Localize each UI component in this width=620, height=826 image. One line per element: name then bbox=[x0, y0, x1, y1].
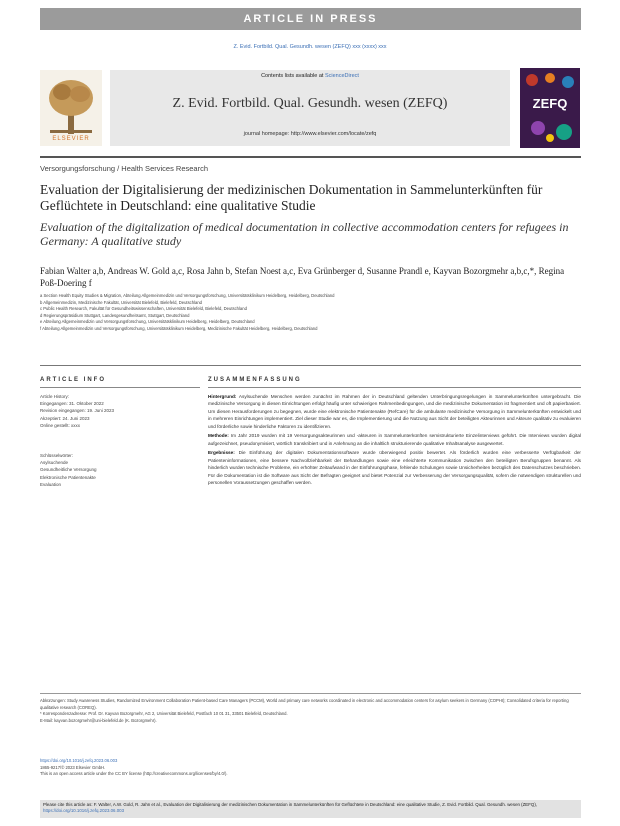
abstract-text bbox=[208, 393, 581, 486]
abstract-body: Im Jahr 2019 wurden mit 19 Versorgungsakteurinnen und -akteuren in Sammelunterkünften semistrukturierte Einzelinterviews geführt. Die Interviews wurden digital aufgezeichnet, pseudonymisiert, wörtlich transkribiert und in Anlehnung an die inhaltlich strukturierende qualitative Inhaltsanalyse ausgewertet. bbox=[208, 433, 581, 446]
affiliation: a Section Health Equity Studies & Migration, Abteilung Allgemeinmedizin und Versorgungsforschung, Universitätsklinikum Heidelberg, Heidelberg, Deutschland bbox=[40, 293, 335, 298]
history-line: Online gestellt: xxxx bbox=[40, 422, 81, 428]
keywords bbox=[40, 452, 200, 488]
article-title-english: Evaluation of the digitalization of medical documentation in collective accommodation centers for refugees in Germany: A qualitative study bbox=[40, 220, 569, 248]
section-rule bbox=[40, 365, 581, 366]
keyword: Gesundheitliche Versorgung bbox=[40, 467, 97, 473]
footnote: E-Mail: kayvan.bozorgmehr@uni-bielefeld.de (K. Bozorgmehr). bbox=[40, 717, 157, 723]
keyword: Schlüsselwörter: bbox=[40, 453, 74, 458]
affiliation: d Regierungspräsidium Stuttgart, Landesgesundheitsamt, Stuttgart, Deutschland bbox=[40, 312, 190, 318]
journal-name: Z. Evid. Fortbild. Qual. Gesundh. wesen (ZEFQ) bbox=[172, 96, 448, 111]
abstract-body: Die Einführung der digitalen Dokumentationssoftware wurde überwiegend positiv bewertet. Als förderlich wurden eine verbesserte Verfügbarkeit der Patienteninformationen, eine bessere Nachvollziehbarkeit der Behandlungen sowie eine erleichterte Kommunikation zwischen den beteiligten Berufsgruppen benannt. Als hinderlich wurden technische Probleme, ein erhöhter Zeitaufwand in der Einführungsphase, fehlende Schulungen sowie Unsicherheiten bezüglich des Datenschutzes beschrieben. Für die Dokumentation ist die Software aus Sicht der Befragten geeignet und bietet Potenzial zur Verbesserung der Versorgungsqualität, sofern die notwendigen strukturellen und personellen Voraussetzungen geschaffen werden. bbox=[208, 450, 581, 485]
article-history bbox=[40, 393, 200, 429]
article-in-press-banner: ARTICLE IN PRESS bbox=[40, 8, 581, 30]
affiliation: b Allgemeinmedizin, Medizinische Fakultät, Universität Bielefeld, Bielefeld, Deutschland bbox=[40, 299, 202, 305]
header-rule bbox=[40, 156, 581, 158]
contents-line bbox=[110, 73, 510, 79]
journal-cover-image bbox=[520, 68, 580, 148]
affiliation: f Abteilung Allgemeinmedizin und Versorgungsforschung, Universitätsklinikum Heidelberg, Medizinische Fakultät Heidelberg, Heidelberg, Deutschland bbox=[40, 325, 318, 331]
elsevier-tree-logo bbox=[40, 70, 102, 146]
keyword: Elektronische Patientenakte bbox=[40, 474, 96, 480]
history-line: Revision eingegangen: 19. Juni 2023 bbox=[40, 408, 115, 414]
contents-prefix: Contents lists available at bbox=[261, 73, 324, 79]
citation-doi-link[interactable]: https://doi.org/10.1016/j.zefq.2023.06.003 bbox=[43, 808, 125, 814]
doi-link[interactable]: https://doi.org/10.1016/j.zefq.2023.06.003 bbox=[40, 758, 118, 763]
history-line: Akzeptiert: 24. Juni 2023 bbox=[40, 415, 90, 421]
journal-homepage[interactable]: journal homepage: http://www.elsevier.com/locate/zefq bbox=[243, 131, 377, 137]
history-line: Eingegangen: 31. Oktober 2022 bbox=[40, 401, 104, 407]
history-line: Article History: bbox=[40, 394, 70, 399]
keyword: Evaluation bbox=[40, 481, 62, 487]
author-list: Fabian Walter a,b, Andreas W. Gold a,c, Rosa Jahn b, Stefan Noest a,c, Eva Grünberger d, Susanne Prandl e, Kayvan Bozorgmehr a,b,c,*, Regina Poß-Doering f bbox=[40, 266, 565, 288]
citation-text: Please cite this article as: F. Walter, A.W. Gold, R. Jahn et al., Evaluation der Digitalisierung der medizinischen Dokumentation in Sammelunterkünften für Geflüchtete in Deutschland: eine qualitative Studie, Z. Evid. Fortbild. Qual. Gesundh. wesen (ZEFQ), bbox=[43, 802, 538, 807]
cover-title: ZEFQ bbox=[532, 96, 568, 111]
abstract-paragraph bbox=[208, 449, 581, 486]
abstract-paragraph bbox=[208, 393, 581, 430]
abstract-label: Hintergrund: bbox=[208, 394, 237, 399]
citation-box bbox=[40, 800, 581, 818]
affiliations bbox=[40, 293, 581, 333]
keyword: Asylsuchende bbox=[40, 460, 69, 466]
publisher-name: ELSEVIER bbox=[52, 136, 90, 142]
doi-block bbox=[40, 758, 581, 778]
article-section: Versorgungsforschung / Health Services Research bbox=[40, 164, 209, 173]
footnote: * Korrespondenzadresse: Prof. Dr. Kayvan Bozorgmehr, AG 2, Universität Bielefeld, Postfach 10 01 31, 33501 Bielefeld, Deutschland. bbox=[40, 711, 288, 716]
journal-reference-link[interactable]: Z. Evid. Fortbild. Qual. Gesundh. wesen (ZEFQ) xxx (xxxx) xxx bbox=[233, 44, 387, 50]
article-title-german: Evaluation der Digitalisierung der medizinischen Dokumentation in Sammelunterkünften für Geflüchtete in Deutschland: eine qualitative Studie bbox=[40, 182, 543, 213]
copyright-line: 1865-9217/© 2023 Elsevier GmbH. bbox=[40, 764, 106, 770]
abstract-heading: ZUSAMMENFASSUNG bbox=[208, 377, 302, 383]
sciencedirect-link[interactable]: ScienceDirect bbox=[324, 73, 359, 79]
affiliation: c Public Health Research, Fakultät für Gesundheitswissenschaften, Universität Bielefeld, Bielefeld, Deutschland bbox=[40, 306, 247, 312]
license-line: This is an open access article under the CC BY license (http://creativecommons.org/licenses/by/4.0/). bbox=[40, 771, 228, 776]
footnote-rule bbox=[40, 693, 581, 694]
footnote: Abkürzungen: Study Awareness Studies, Randomized Environment Collaboration Patient-based Care Managers (PCCM), World and primary care networks coordinated in electronic and accommodation centers for asylum seekers in Germany (COPHI); Consolidated criteria for reporting qualitative research (COREQ). bbox=[40, 698, 569, 710]
article-info-heading: ARTICLE INFO bbox=[40, 377, 106, 383]
abstract-body: Asylsuchende Menschen werden zunächst im Rahmen der in Deutschland geltenden Unterbringungsregelungen in Sammelunterkünften untergebracht. Die medizinische Versorgung in diesen Einrichtungen erfolgt häufig unter schwierigen Rahmenbedingungen, und die medizinische Dokumentation ist fragmentiert und oft papierbasiert. Um diesen Herausforderungen zu begegnen, wurde eine elektronische Patientenakte (RefCare) für die ambulante medizinische Versorgung in Sammelunterkünften entwickelt und in mehreren Einrichtungen implementiert. Ziel dieser Studie war es, die Implementierung und die Nutzung aus Sicht der beteiligten Akteurinnen und Akteure qualitativ zu evaluieren und förderliche sowie hinderliche Faktoren zu identifizieren. bbox=[208, 394, 582, 429]
abstract-label: Methode: bbox=[208, 433, 229, 439]
abstract-paragraph bbox=[208, 432, 581, 447]
footnotes bbox=[40, 698, 581, 724]
abstract-rule bbox=[208, 387, 581, 388]
abstract-label: Ergebnisse: bbox=[208, 450, 235, 456]
info-rule bbox=[40, 387, 200, 388]
affiliation: e Abteilung Allgemeinmedizin und Versorgungsforschung, Universitätsklinikum Heidelberg, Heidelberg, Deutschland bbox=[40, 319, 255, 325]
